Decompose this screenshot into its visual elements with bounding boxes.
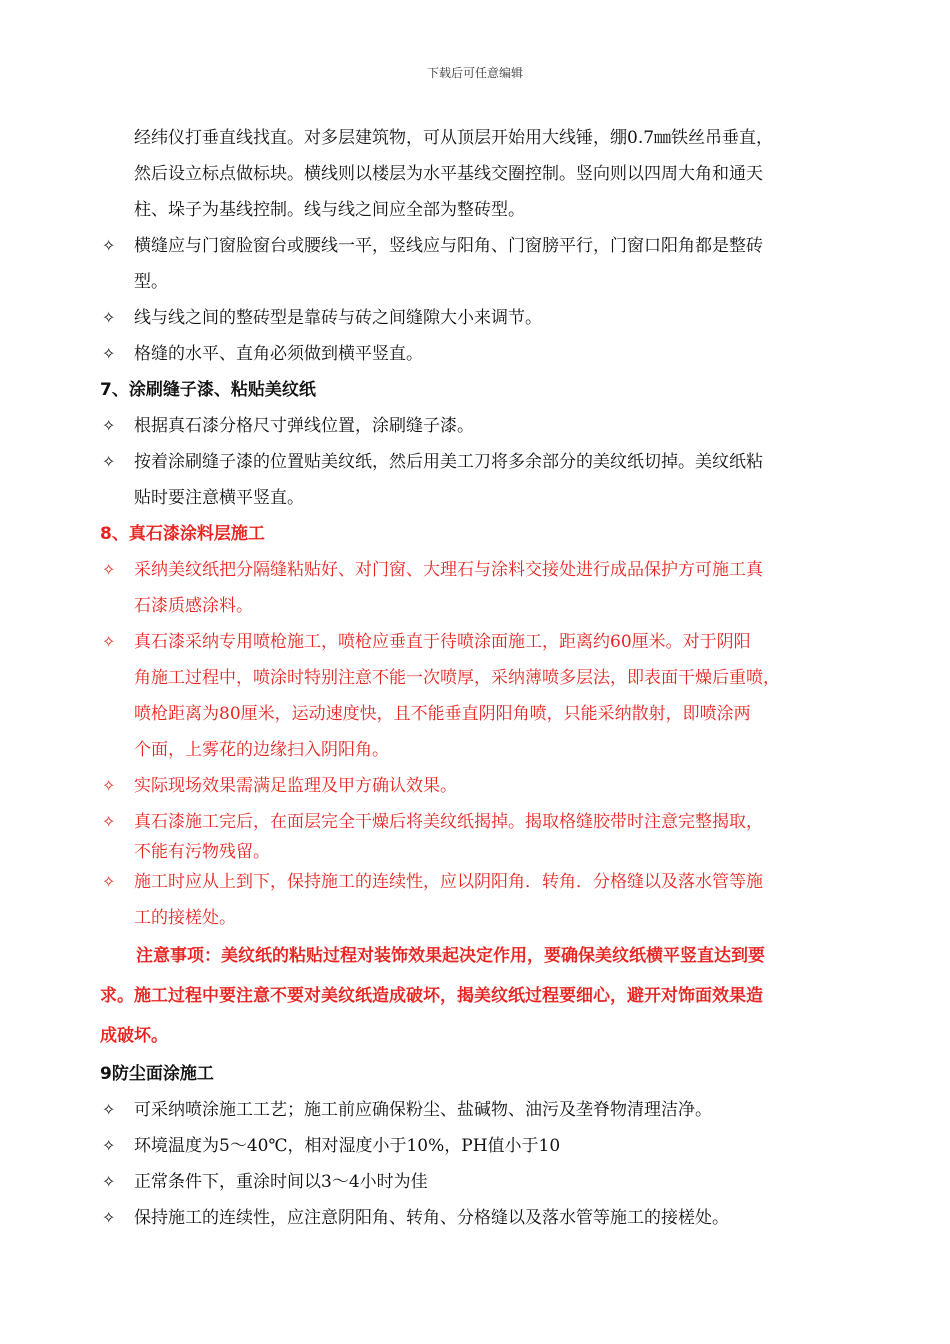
bullet-text: 工的接槎处。 bbox=[134, 908, 236, 928]
notice-line: 注意事项：美纹纸的粘贴过程对装饰效果起决定作用，要确保美纹纸横平竖直达到要 bbox=[136, 946, 765, 966]
bullet-star-icon: ✧ bbox=[102, 452, 116, 471]
section-9-heading: 9防尘面涂施工 bbox=[100, 1064, 214, 1084]
bullet-item bbox=[100, 228, 860, 300]
bullet-text: 施工时应从上到下，保持施工的连续性，应以阴阳角．转角．分格缝以及落水管等施 bbox=[134, 872, 763, 892]
bullet-text: 根据真石漆分格尺寸弹线位置，涂刷缝子漆。 bbox=[134, 416, 474, 436]
bullet-text: 喷枪距离为80厘米，运动速度快，且不能垂直阴阳角喷，只能采纳散射，即喷涂两 bbox=[134, 704, 751, 724]
bullet-item bbox=[100, 624, 860, 768]
notice-line: 成破坏。 bbox=[100, 1026, 168, 1046]
bullet-item bbox=[100, 1200, 860, 1236]
bullet-text: 按着涂刷缝子漆的位置贴美纹纸，然后用美工刀将多余部分的美纹纸切掉。美纹纸粘 bbox=[134, 452, 763, 472]
bullet-item bbox=[100, 336, 860, 372]
bullet-text: 保持施工的连续性，应注意阴阳角、转角、分格缝以及落水管等施工的接槎处。 bbox=[134, 1208, 729, 1228]
bullet-star-icon: ✧ bbox=[102, 1136, 116, 1155]
bullet-text: 真石漆采纳专用喷枪施工，喷枪应垂直于待喷涂面施工，距离约60厘米。对于阴阳 bbox=[134, 632, 751, 652]
bullet-item bbox=[100, 408, 860, 444]
bullet-star-icon: ✧ bbox=[102, 344, 116, 363]
bullet-text: 个面，上雾花的边缘扫入阴阳角。 bbox=[134, 740, 389, 760]
bullet-item bbox=[100, 300, 860, 336]
bullet-text: 型。 bbox=[134, 272, 168, 292]
bullet-star-icon: ✧ bbox=[102, 776, 116, 795]
bullet-text: 真石漆施工完后，在面层完全干燥后将美纹纸揭掉。揭取格缝胶带时注意完整揭取， bbox=[134, 812, 763, 832]
bullet-item bbox=[100, 768, 860, 804]
bullet-star-icon: ✧ bbox=[102, 308, 116, 327]
bullet-text: 贴时要注意横平竖直。 bbox=[134, 488, 304, 508]
bullet-star-icon: ✧ bbox=[102, 236, 116, 255]
bullet-item bbox=[100, 864, 860, 936]
bullet-text: 格缝的水平、直角必须做到横平竖直。 bbox=[134, 344, 423, 364]
notice-paragraph bbox=[100, 936, 860, 1056]
bullet-star-icon: ✧ bbox=[102, 1208, 116, 1227]
text-line: 然后设立标点做标块。横线则以楼层为水平基线交圈控制。竖向则以四周大角和通天 bbox=[134, 164, 763, 184]
bullet-star-icon: ✧ bbox=[102, 416, 116, 435]
bullet-text: 石漆质感涂料。 bbox=[134, 596, 253, 616]
bullet-text: 不能有污物残留。 bbox=[134, 842, 270, 862]
bullet-text: 可采纳喷涂施工工艺；施工前应确保粉尘、盐碱物、油污及垄脊物清理洁净。 bbox=[134, 1100, 712, 1120]
document-body bbox=[100, 120, 860, 1236]
page-header: 下载后可任意编辑 bbox=[426, 66, 523, 80]
bullet-text: 环境温度为5～40℃，相对湿度小于10%，PH值小于10 bbox=[134, 1136, 561, 1156]
bullet-text: 横缝应与门窗脸窗台或腰线一平，竖线应与阳角、门窗膀平行，门窗口阳角都是整砖 bbox=[134, 236, 763, 256]
bullet-text: 实际现场效果需满足监理及甲方确认效果。 bbox=[134, 776, 457, 796]
bullet-star-icon: ✧ bbox=[102, 812, 116, 831]
notice-line: 求。施工过程中要注意不要对美纹纸造成破坏，揭美纹纸过程要细心，避开对饰面效果造 bbox=[100, 986, 763, 1006]
bullet-star-icon: ✧ bbox=[102, 1100, 116, 1119]
bullet-item bbox=[100, 1092, 860, 1128]
bullet-item bbox=[100, 1128, 860, 1164]
text-line: 经纬仪打垂直线找直。对多层建筑物，可从顶层开始用大线锤，绷0.7㎜铁丝吊垂直， bbox=[134, 128, 774, 148]
bullet-star-icon: ✧ bbox=[102, 560, 116, 579]
text-line: 柱、垛子为基线控制。线与线之间应全部为整砖型。 bbox=[134, 200, 525, 220]
bullet-item bbox=[100, 804, 860, 864]
bullet-star-icon: ✧ bbox=[102, 1172, 116, 1191]
bullet-text: 线与线之间的整砖型是靠砖与砖之间缝隙大小来调节。 bbox=[134, 308, 542, 328]
section-8-heading: 8、真石漆涂料层施工 bbox=[100, 524, 265, 544]
bullet-text: 采纳美纹纸把分隔缝粘贴好、对门窗、大理石与涂料交接处进行成品保护方可施工真 bbox=[134, 560, 763, 580]
bullet-text: 正常条件下，重涂时间以3～4小时为佳 bbox=[134, 1172, 428, 1192]
intro-paragraph bbox=[100, 120, 860, 228]
section-7-heading: 7、涂刷缝子漆、粘贴美纹纸 bbox=[100, 380, 316, 400]
bullet-item bbox=[100, 552, 860, 624]
bullet-item bbox=[100, 1164, 860, 1200]
bullet-star-icon: ✧ bbox=[102, 872, 116, 891]
bullet-item bbox=[100, 444, 860, 516]
bullet-text: 角施工过程中，喷涂时特别注意不能一次喷厚，采纳薄喷多层法，即表面干燥后重喷， bbox=[134, 668, 780, 688]
bullet-star-icon: ✧ bbox=[102, 632, 116, 651]
